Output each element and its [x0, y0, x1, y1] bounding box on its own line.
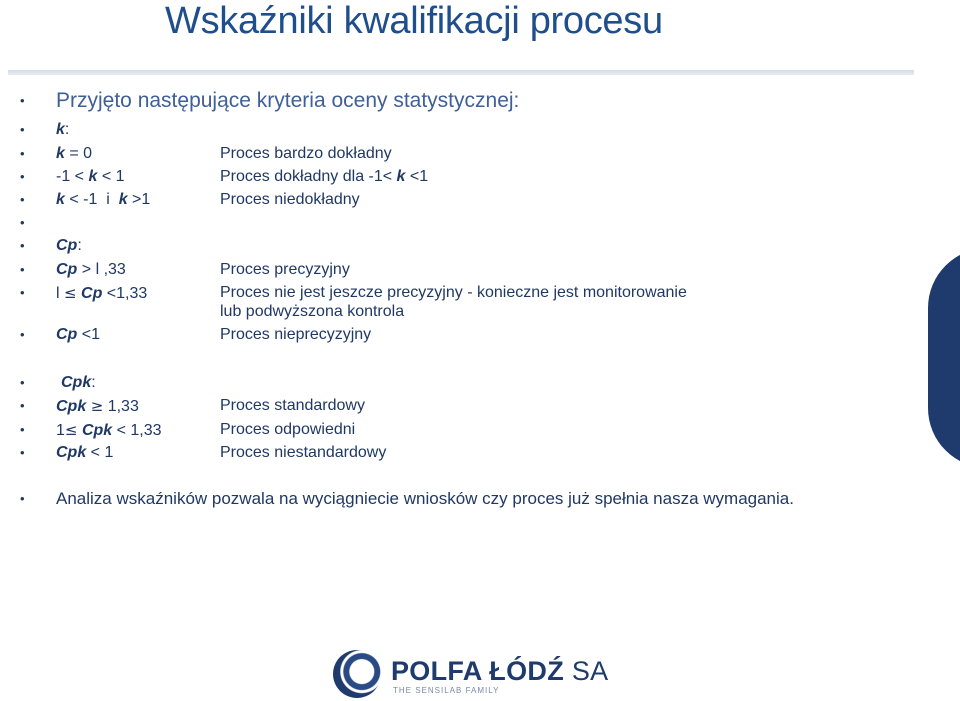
bullet-icon: • [20, 146, 25, 161]
bullet-icon: • [20, 262, 25, 277]
page-title: Wskaźniki kwalifikacji procesu [165, 0, 663, 42]
bullet-icon: • [20, 375, 25, 390]
cpk-heading: Cpk: [61, 374, 96, 391]
bullet-icon: • [20, 238, 25, 253]
k-description: Proces dokładny dla -1< k <1 [220, 168, 429, 185]
cpk-description: Proces niestandardowy [220, 444, 387, 461]
cp-condition: l ≤ Cp <1,33 [56, 284, 148, 302]
bullet-icon: • [20, 327, 25, 342]
cp-condition: Cp <1 [56, 326, 101, 343]
cp-description-cont: lub podwyższona kontrola [220, 303, 405, 320]
k-condition: k = 0 [56, 145, 93, 162]
bullet-icon: • [20, 215, 25, 230]
bullet-icon: • [20, 192, 25, 207]
intro-text: Przyjęto następujące kryteria oceny statystycznej: [56, 89, 520, 112]
bullet-icon: • [20, 122, 25, 137]
cpk-description: Proces odpowiedni [220, 421, 356, 438]
k-heading: k: [56, 121, 70, 138]
logo-name: POLFA ŁÓDŹ SA [391, 656, 609, 686]
cpk-description: Proces standardowy [220, 397, 365, 414]
bullet-icon: • [20, 285, 25, 300]
k-description: Proces bardzo dokładny [220, 145, 392, 162]
bullet-icon: • [20, 169, 25, 184]
bullet-icon: • [20, 491, 25, 506]
bullet-icon: • [20, 445, 25, 460]
k-condition: k < -1 i k >1 [56, 191, 151, 208]
title-divider [8, 70, 914, 75]
k-description: Proces niedokładny [220, 191, 360, 208]
company-logo [333, 650, 609, 700]
cp-description: Proces precyzyjny [220, 261, 350, 278]
conclusion-text: Analiza wskaźników pozwala na wyciągniecie wniosków czy proces już spełnia nasza wymagania. [56, 489, 794, 508]
bullet-icon: • [20, 398, 25, 413]
logo-emblem-icon [333, 650, 381, 698]
cpk-condition: Cpk < 1 [56, 444, 114, 461]
cp-description: Proces nieprecyzyjny [220, 326, 372, 343]
cpk-condition: 1≤ Cpk < 1,33 [56, 421, 162, 439]
bullet-icon: • [20, 93, 25, 108]
decorative-arc [928, 248, 960, 468]
cp-description: Proces nie jest jeszcze precyzyjny - konieczne jest monitorowanie [220, 284, 687, 301]
cp-condition: Cp > l ,33 [56, 261, 126, 278]
logo-tagline: THE SENSILAB FAMILY [393, 686, 500, 695]
k-condition: -1 < k < 1 [56, 168, 125, 185]
cp-heading: Cp: [56, 237, 82, 254]
bullet-icon: • [20, 422, 25, 437]
cpk-condition: Cpk ≥ 1,33 [56, 397, 139, 415]
